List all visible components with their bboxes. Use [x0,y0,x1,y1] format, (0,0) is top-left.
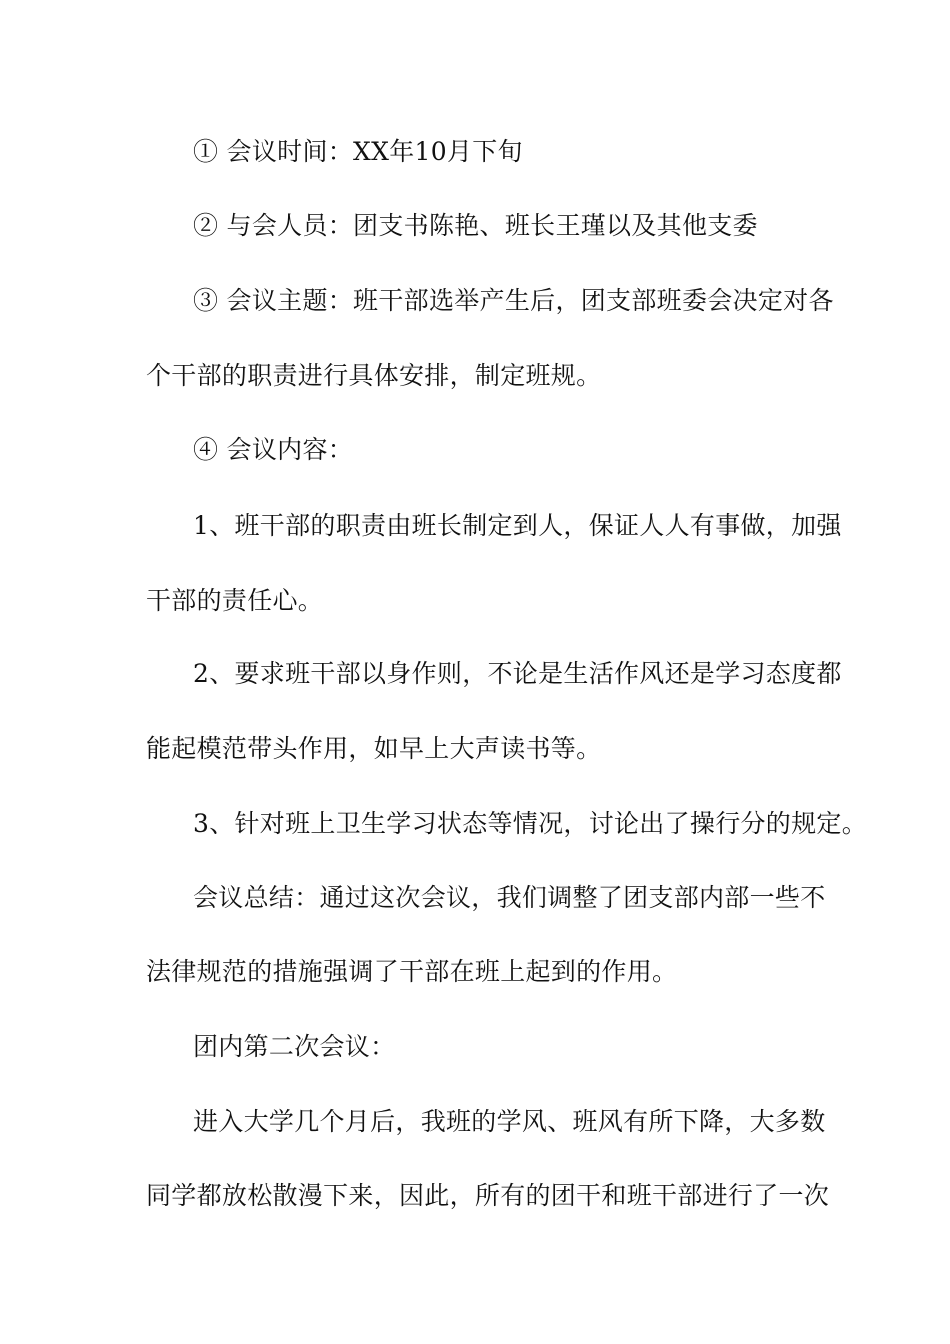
content-item-1-continuation: 干部的责任心。 [146,586,324,615]
second-meeting-paragraph-continuation: 同学都放松散漫下来，因此，所有的团干和班干部进行了一次 [146,1181,830,1210]
meeting-time-line: ① 会议时间：XX年10月下旬 [193,137,523,166]
meeting-theme-line: ③ 会议主题：班干部选举产生后，团支部班委会决定对各 [193,286,834,315]
meeting-summary: 会议总结：通过这次会议，我们调整了团支部内部一些不 [193,883,826,912]
content-item-2: 2、要求班干部以身作则，不论是生活作风还是学习态度都 [193,659,842,688]
content-item-1: 1、班干部的职责由班长制定到人，保证人人有事做，加强 [193,511,842,540]
attendees-line: ② 与会人员：团支书陈艳、班长王瑾以及其他支委 [193,211,758,240]
second-meeting-paragraph: 进入大学几个月后，我班的学风、班风有所下降，大多数 [193,1107,826,1136]
meeting-summary-continuation: 法律规范的措施强调了干部在班上起到的作用。 [146,957,678,986]
meeting-theme-continuation: 个干部的职责进行具体安排，制定班规。 [146,361,602,390]
content-item-3: 3、针对班上卫生学习状态等情况，讨论出了操行分的规定。 [193,809,868,838]
meeting-content-heading: ④ 会议内容： [193,435,354,464]
content-item-2-continuation: 能起模范带头作用，如早上大声读书等。 [146,734,602,763]
second-meeting-heading: 团内第二次会议： [193,1032,396,1061]
